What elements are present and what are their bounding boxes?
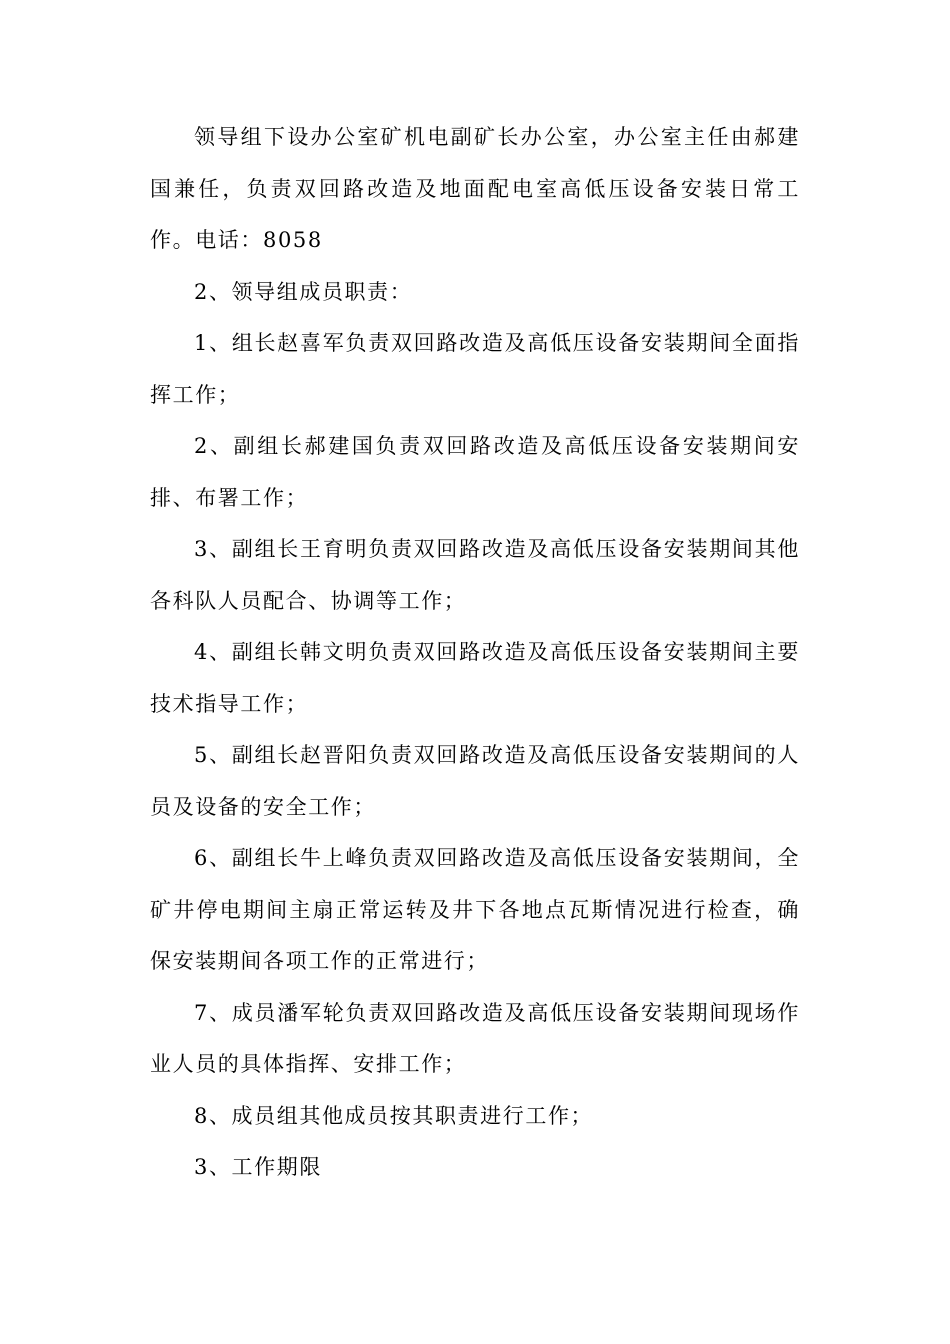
paragraph-section-term: 3、工作期限 bbox=[194, 1155, 322, 1179]
paragraph-duty-3: 3、副组长王育明负责双回路改造及高低压设备安装期间其他各科队人员配合、协调等工作； bbox=[150, 537, 800, 613]
paragraph-duty-6: 6、副组长牛上峰负责双回路改造及高低压设备安装期间，全矿井停电期间主扇正常运转及井下各地点瓦斯情况进行检查，确保安装期间各项工作的正常进行； bbox=[150, 846, 800, 973]
paragraph-duty-4: 4、副组长韩文明负责双回路改造及高低压设备安装期间主要技术指导工作； bbox=[150, 640, 800, 716]
paragraph-duty-5: 5、副组长赵晋阳负责双回路改造及高低压设备安装期间的人员及设备的安全工作； bbox=[150, 743, 800, 819]
paragraph-duty-1: 1、组长赵喜军负责双回路改造及高低压设备安装期间全面指挥工作； bbox=[150, 331, 800, 407]
paragraph-duty-2: 2、副组长郝建国负责双回路改造及高低压设备安装期间安排、布署工作； bbox=[150, 434, 800, 510]
paragraph-office-setup: 领导组下设办公室矿机电副矿长办公室，办公室主任由郝建国兼任，负责双回路改造及地面配电室高低压设备安装日常工作。电话：8058 bbox=[150, 125, 800, 252]
document-body bbox=[150, 112, 800, 1194]
paragraph-duty-7: 7、成员潘军轮负责双回路改造及高低压设备安装期间现场作业人员的具体指挥、安排工作； bbox=[150, 1000, 800, 1076]
paragraph-section-duties: 2、领导组成员职责： bbox=[194, 279, 413, 304]
paragraph-duty-8: 8、成员组其他成员按其职责进行工作； bbox=[194, 1103, 594, 1128]
